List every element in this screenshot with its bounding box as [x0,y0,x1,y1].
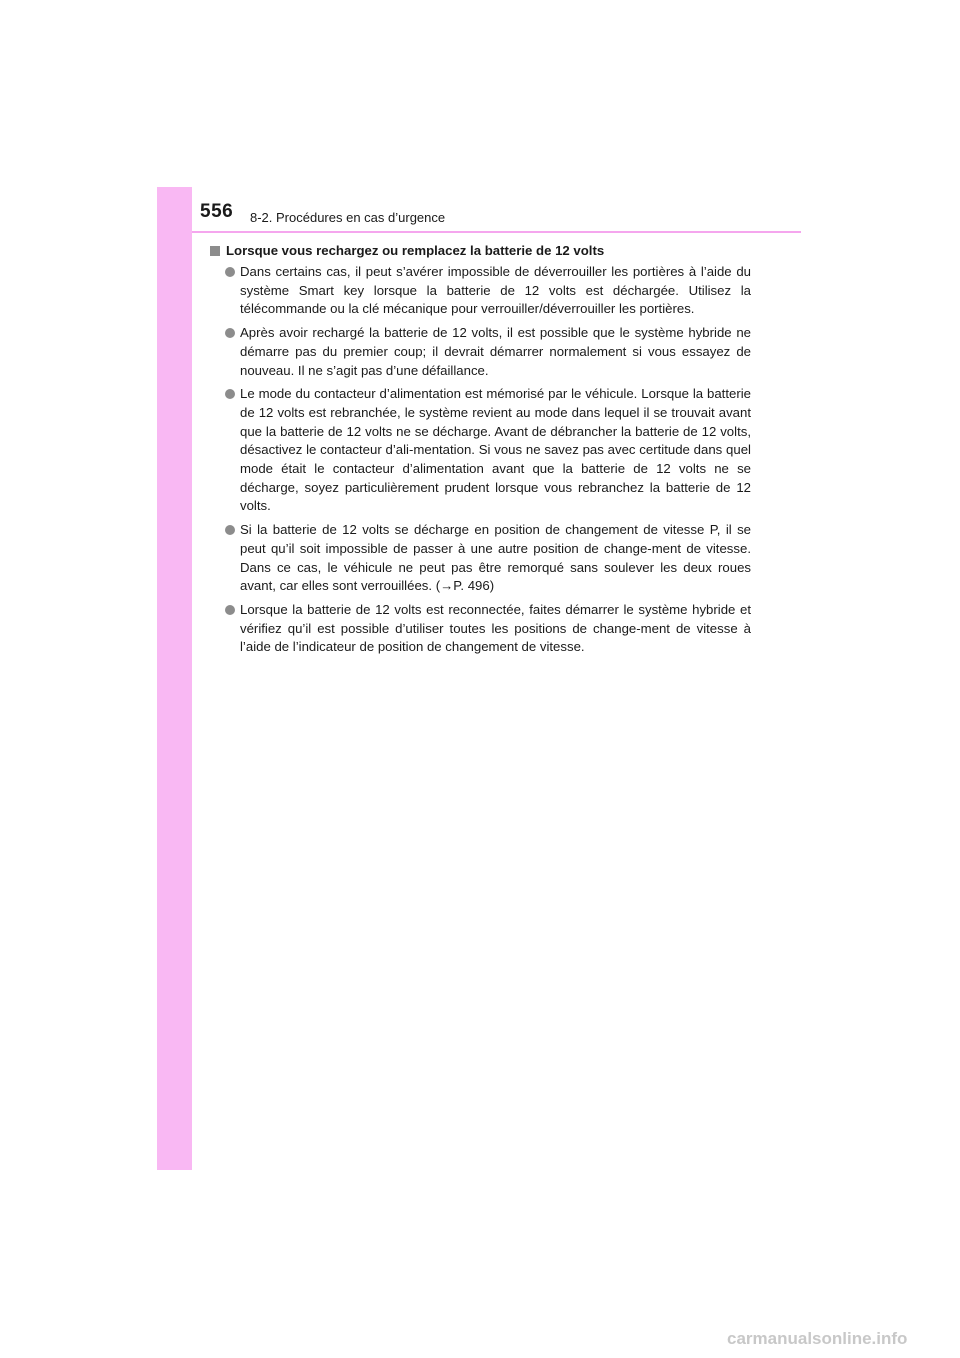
list-item-text: Si la batterie de 12 volts se décharge en position de changement de vitesse P, il se peut qu’il soit impossible de passer à une autre position de change-ment de vitesse. Dans ce cas, le véhicule ne peut pas être remorqué sans soulever les deux roues avant, car elles sont verrouillées. (→P. 496) [240,522,751,594]
content [210,242,751,662]
list-item-text: Le mode du contacteur d’alimentation est mémorisé par le véhicule. Lorsque la batterie de 12 volts est rebranchée, le système revient au mode dans lequel il se trouvait avant que la batterie de 12 volts ne se décharge. Avant de débrancher la batterie de 12 volts, désactivez le contacteur d’ali-mentation. Si vous ne savez pas avec certitude dans quel mode était le contacteur d’alimentation avant que la batterie de 12 volts ne se décharge, soyez particulièrement prudent lorsque vous rebranchez la batterie de 12 volts. [240,386,751,514]
circle-bullet-icon [225,267,235,277]
list-item [225,601,751,657]
list-item [225,263,751,319]
square-bullet-icon [210,246,220,256]
list-item-text: Lorsque la batterie de 12 volts est reconnectée, faites démarrer le système hybride et vérifiez qu’il est possible d’utiliser toutes les positions de change-ment de vitesse à l’aide de l’indicateur de position de changement de vitesse. [240,601,751,655]
list-item [225,324,751,380]
header-divider [192,231,801,233]
chapter-side-tab [157,187,192,1170]
circle-bullet-icon [225,525,235,535]
section-title: 8-2. Procédures en cas d’urgence [250,210,446,225]
list-item-text: Dans certains cas, il peut s’avérer impossible de déverrouiller les portières à l’aide du système Smart key lorsque la batterie de 12 volts est déchargée. Utilisez la télécommande ou la clé mécanique pour verrouiller/déverrouiller les portières. [240,264,751,317]
circle-bullet-icon [225,389,235,399]
page-number: 556 [200,201,234,222]
watermark: carmanualsonline.info [727,1329,908,1348]
list-item [225,385,751,516]
section-heading [210,242,751,260]
circle-bullet-icon [225,328,235,338]
list-item [225,521,751,596]
circle-bullet-icon [225,605,235,615]
list-item-text: Après avoir rechargé la batterie de 12 volts, il est possible que le système hybride ne démarre pas du premier coup; il devrait démarrer normalement si vous essayez de nouveau. Il ne s’agit pas d’une défaillance. [240,325,751,378]
section-heading-text: Lorsque vous rechargez ou remplacez la batterie de 12 volts [226,243,605,258]
